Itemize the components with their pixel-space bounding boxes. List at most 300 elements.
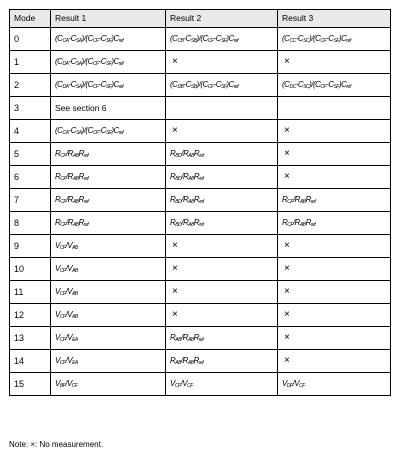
result-3-cell (278, 281, 391, 304)
table-row (10, 143, 391, 166)
formula-subscript: BD (175, 222, 182, 228)
result-3-cell (278, 28, 391, 51)
formula-subscript: AB (72, 268, 78, 274)
formula-subscript: ref (198, 337, 204, 343)
formula-subscript: EA (72, 360, 78, 366)
formula-subscript: CB (177, 38, 184, 44)
formula-term: -C (98, 126, 106, 135)
formula-term: /R (65, 195, 73, 204)
table-row (10, 51, 391, 74)
mode-cell: 4 (10, 120, 51, 143)
formula-term: /R (181, 195, 189, 204)
formula (170, 379, 193, 388)
result-3-cell (278, 51, 391, 74)
formula-term: /V (65, 333, 73, 342)
formula-subscript: AB (299, 222, 306, 228)
formula-term: /V (65, 379, 72, 388)
mode-cell: 2 (10, 74, 51, 97)
formula-term: )C (111, 80, 119, 89)
formula-term: V (55, 333, 60, 342)
result-2-cell (166, 143, 278, 166)
result-3-cell (278, 258, 391, 281)
formula (170, 34, 238, 43)
mode-cell: 7 (10, 189, 51, 212)
result-3-cell (278, 235, 391, 258)
table-row (10, 304, 391, 327)
formula-term: /R (180, 356, 188, 365)
formula-subscript: EA (72, 337, 78, 343)
formula (55, 379, 77, 388)
result-1-cell (51, 28, 166, 51)
result-1-cell (51, 212, 166, 235)
formula-term: R (170, 149, 176, 158)
formula-subscript: BD (175, 176, 182, 182)
formula-term: /V (65, 287, 73, 296)
formula-subscript: ref (118, 130, 124, 136)
formula-term: V (55, 356, 60, 365)
formula-subscript: CA (62, 38, 69, 44)
formula-subscript: SB (190, 38, 197, 44)
table-row (10, 281, 391, 304)
formula-term: /R (292, 195, 300, 204)
formula-subscript: ref (118, 61, 124, 67)
table-row (10, 212, 391, 235)
no-measurement-mark: × (284, 332, 290, 343)
formula-subscript: AB (175, 360, 181, 366)
table-row (10, 327, 391, 350)
formula-term: (C (282, 34, 290, 43)
result-2-cell (166, 51, 278, 74)
formula-subscript: SA (75, 130, 82, 136)
result-3-cell (278, 74, 391, 97)
result-1-cell (51, 327, 166, 350)
formula-term: V (170, 379, 175, 388)
formula-subscript: ref (118, 38, 124, 44)
formula-term: (C (282, 80, 290, 89)
formula-subscript: CF (59, 245, 66, 251)
formula-subscript: CF (187, 383, 193, 389)
formula-subscript: ref (83, 199, 89, 205)
formula-term: -C (295, 34, 304, 43)
formula-subscript: CF (60, 222, 66, 228)
formula-term: /R (292, 218, 300, 227)
formula-term: )/(C (81, 126, 93, 135)
formula-subscript: AB (72, 199, 79, 205)
formula-term: (C (55, 34, 63, 43)
result-2-cell (166, 350, 278, 373)
formula-subscript: SA (75, 38, 82, 44)
formula-subscript: SA (75, 84, 82, 90)
formula (55, 80, 123, 89)
table-row (10, 120, 391, 143)
no-measurement-mark: × (172, 125, 178, 136)
formula-term: (C (55, 126, 63, 135)
formula-subscript: BF (59, 383, 66, 389)
table-header-row (10, 10, 391, 28)
formula (55, 34, 123, 43)
formula-term: R (170, 195, 176, 204)
formula-subscript: CF (92, 130, 99, 136)
formula-term: (C (55, 80, 63, 89)
formula-term: R (193, 172, 200, 181)
result-1-cell (51, 350, 166, 373)
formula-term: -C (183, 34, 191, 43)
formula-term: -C (326, 80, 334, 89)
formula-subscript: AB (299, 199, 306, 205)
formula-term: )/(C (81, 80, 93, 89)
formula (170, 356, 203, 365)
formula-subscript: AB (72, 314, 78, 320)
result-3-cell (278, 143, 391, 166)
table-row (10, 74, 391, 97)
formula (55, 356, 78, 365)
formula (55, 195, 88, 204)
result-2-cell (166, 97, 278, 120)
formula-subscript: CA (62, 130, 69, 136)
result-2-cell (166, 212, 278, 235)
formula-subscript: SA (75, 61, 82, 67)
result-2-cell (166, 327, 278, 350)
formula-term: -C (98, 57, 106, 66)
header-result-3: Result 3 (278, 10, 391, 28)
formula-term: /V (180, 379, 188, 388)
formula-subscript: AB (72, 222, 79, 228)
no-measurement-mark: × (284, 355, 290, 366)
formula-subscript: AB (72, 153, 79, 159)
result-3-cell (278, 304, 391, 327)
no-measurement-mark: × (284, 125, 290, 136)
formula-term: -C (98, 34, 106, 43)
formula-term: R (305, 195, 311, 204)
formula-term: R (170, 356, 176, 365)
formula-subscript: SF (105, 84, 112, 90)
formula-subscript: DB (177, 84, 184, 90)
no-measurement-mark: × (284, 263, 290, 274)
formula-subscript: SF (333, 84, 339, 90)
formula-subscript: ref (310, 199, 316, 205)
formula (55, 287, 78, 296)
formula-subscript: ref (233, 84, 239, 90)
formula (282, 195, 315, 204)
formula-subscript: CF (207, 38, 214, 44)
no-measurement-mark: × (284, 286, 290, 297)
result-3-cell (278, 350, 391, 373)
mode-cell: 11 (10, 281, 51, 304)
formula-term: /R (181, 149, 189, 158)
formula-term: R (193, 356, 199, 365)
formula-term: V (55, 264, 60, 273)
formula-subscript: AB (188, 222, 194, 228)
formula-term: /R (65, 218, 73, 227)
formula-subscript: SF (105, 130, 112, 136)
formula-subscript: CF (59, 268, 66, 274)
formula-subscript: CF (59, 314, 66, 320)
result-3-cell (278, 120, 391, 143)
formula-subscript: BD (175, 153, 182, 159)
formula-term: /R (181, 218, 189, 227)
formula-subscript: CF (207, 84, 214, 90)
formula-term: -C (183, 80, 191, 89)
formula-term: (C (170, 34, 178, 43)
formula-subscript: AB (187, 360, 194, 366)
mode-cell: 8 (10, 212, 51, 235)
formula (170, 80, 238, 89)
formula-term: -C (98, 80, 106, 89)
formula-subscript: AB (72, 245, 78, 251)
formula-subscript: DA (62, 84, 69, 90)
table-body (10, 28, 391, 396)
formula-subscript: CF (320, 84, 327, 90)
formula-subscript: AB (187, 337, 194, 343)
result-1-cell (51, 51, 166, 74)
formula-subscript: AB (175, 337, 181, 343)
result-3-cell (278, 327, 391, 350)
result-2-cell (166, 281, 278, 304)
formula-term: /V (65, 241, 73, 250)
mode-cell: 12 (10, 304, 51, 327)
formula-subscript: SB (190, 84, 197, 90)
formula-term: R (170, 333, 176, 342)
formula-term: )/(C (309, 80, 321, 89)
no-measurement-mark: × (284, 148, 290, 159)
formula-term: -C (295, 80, 304, 89)
result-1-cell (51, 281, 166, 304)
formula-subscript: ref (83, 153, 89, 159)
result-2-cell (166, 166, 278, 189)
formula (170, 333, 203, 342)
formula-subscript: ref (346, 84, 351, 90)
formula-term: R (282, 195, 288, 204)
formula (55, 241, 78, 250)
mode-cell: 15 (10, 373, 51, 396)
formula-subscript: ref (83, 176, 89, 182)
formula-term: V (55, 379, 60, 388)
formula-subscript: ref (199, 222, 204, 228)
formula-term: /V (65, 310, 73, 319)
formula-subscript: ref (310, 222, 316, 228)
formula-subscript: ref (118, 84, 124, 90)
result-1-cell (51, 304, 166, 327)
formula-subscript: CF (60, 199, 66, 205)
formula-term: -C (213, 80, 221, 89)
formula-term: )C (338, 34, 347, 43)
formula-term: /R (65, 172, 73, 181)
formula-subscript: CC (289, 38, 296, 44)
no-measurement-mark: × (284, 171, 290, 182)
result-2-cell (166, 74, 278, 97)
formula-subscript: ref (346, 38, 351, 44)
result-1-cell (51, 166, 166, 189)
formula-subscript: AB (72, 291, 78, 297)
formula-term: -C (68, 80, 76, 89)
formula-subscript: CF (299, 383, 305, 389)
mode-cell: 1 (10, 51, 51, 74)
mode-cell: 14 (10, 350, 51, 373)
formula-term: /R (181, 172, 189, 181)
no-measurement-mark: × (172, 56, 178, 67)
formula-term: )C (111, 57, 119, 66)
formula-subscript: CF (59, 360, 66, 366)
formula-term: -C (326, 34, 334, 43)
formula-term: R (305, 218, 311, 227)
formula-subscript: CF (287, 199, 293, 205)
formula-term: R (193, 149, 200, 158)
formula (170, 172, 204, 181)
formula-term: R (170, 218, 176, 227)
header-mode: Mode (10, 10, 51, 28)
formula-subscript: SF (333, 38, 339, 44)
result-2-cell (166, 258, 278, 281)
formula-term: )/(C (81, 57, 93, 66)
formula-subscript: CF (320, 38, 327, 44)
result-1-cell (51, 373, 166, 396)
table-row (10, 350, 391, 373)
formula-subscript: CF (92, 84, 99, 90)
formula-term: )C (226, 80, 234, 89)
formula-term: -C (68, 126, 76, 135)
formula (170, 195, 204, 204)
formula-term: /V (65, 264, 73, 273)
formula-term: /R (180, 333, 188, 342)
formula-term: )/(C (81, 34, 93, 43)
formula-term: /R (65, 149, 73, 158)
result-3-cell (278, 212, 391, 235)
formula-term: (C (55, 57, 63, 66)
formula-term: R (78, 218, 84, 227)
table-row (10, 258, 391, 281)
result-2-cell (166, 120, 278, 143)
formula (55, 310, 78, 319)
formula-subscript: AB (188, 153, 194, 159)
result-3-cell (278, 166, 391, 189)
formula-subscript: CF (287, 222, 293, 228)
formula-term: -C (68, 34, 76, 43)
result-3-cell (278, 97, 391, 120)
table-row (10, 373, 391, 396)
formula (282, 80, 351, 89)
no-measurement-mark: × (172, 263, 178, 274)
formula-term: R (193, 333, 199, 342)
formula-subscript: SF (220, 84, 227, 90)
formula-term: R (55, 195, 61, 204)
formula-subscript: ref (198, 360, 204, 366)
mode-results-table (9, 9, 391, 396)
result-2-cell (166, 235, 278, 258)
formula-term: R (170, 172, 176, 181)
formula-term: R (78, 149, 84, 158)
header-result-2: Result 2 (166, 10, 278, 28)
result-2-cell (166, 189, 278, 212)
no-measurement-mark: × (284, 240, 290, 251)
formula-term: )C (226, 34, 234, 43)
table-row (10, 166, 391, 189)
formula-term: /V (292, 379, 300, 388)
mode-cell: 10 (10, 258, 51, 281)
formula-subscript: ref (199, 176, 204, 182)
formula (55, 149, 88, 158)
formula-term: V (55, 310, 60, 319)
result-1-cell (51, 189, 166, 212)
mode-cell: 0 (10, 28, 51, 51)
result-2-cell (166, 28, 278, 51)
formula-subscript: CF (92, 38, 99, 44)
no-measurement-mark: × (284, 309, 290, 320)
header-result-1: Result 1 (51, 10, 166, 28)
formula-subscript: ref (199, 199, 204, 205)
formula-subscript: SF (220, 38, 227, 44)
formula-term: )/(C (309, 34, 321, 43)
formula-term: )/(C (196, 34, 208, 43)
no-measurement-mark: × (284, 56, 290, 67)
result-1-cell (51, 74, 166, 97)
table-row (10, 235, 391, 258)
formula-term: -C (213, 34, 221, 43)
formula-term: R (55, 218, 61, 227)
table-row (10, 97, 391, 120)
mode-cell: 5 (10, 143, 51, 166)
formula-term: R (282, 218, 288, 227)
formula-term: V (282, 379, 287, 388)
mode-cell: 6 (10, 166, 51, 189)
result-3-cell (278, 189, 391, 212)
formula-term: (C (170, 80, 178, 89)
result-1-cell (51, 258, 166, 281)
formula (282, 379, 305, 388)
formula-subscript: ref (83, 222, 89, 228)
formula-subscript: CF (71, 383, 78, 389)
formula-term: R (78, 172, 84, 181)
formula (55, 126, 123, 135)
formula-subscript: SC (303, 38, 310, 44)
formula-subscript: CF (92, 61, 99, 67)
formula-subscript: CF (59, 291, 66, 297)
formula (55, 218, 88, 227)
mode-cell: 9 (10, 235, 51, 258)
formula-subscript: DC (289, 84, 296, 90)
formula-term: R (193, 195, 200, 204)
result-2-cell (166, 373, 278, 396)
formula-term: -C (68, 57, 76, 66)
formula-term: )C (338, 80, 347, 89)
cell-text: See section 6 (55, 102, 107, 113)
no-measurement-mark: × (172, 286, 178, 297)
formula-term: R (193, 218, 200, 227)
mode-cell: 13 (10, 327, 51, 350)
formula-subscript: SC (303, 84, 310, 90)
result-1-cell (51, 143, 166, 166)
result-3-cell (278, 373, 391, 396)
no-measurement-mark: × (172, 240, 178, 251)
formula-term: R (55, 172, 61, 181)
formula-subscript: SF (105, 38, 112, 44)
formula-term: R (55, 149, 61, 158)
formula-term: )C (111, 126, 119, 135)
formula (55, 172, 88, 181)
formula-term: V (55, 287, 60, 296)
result-1-cell (51, 120, 166, 143)
table-row (10, 28, 391, 51)
formula-subscript: SF (105, 61, 112, 67)
formula-subscript: CF (174, 383, 181, 389)
formula-subscript: CF (60, 176, 66, 182)
formula-term: /V (65, 356, 73, 365)
result-2-cell (166, 304, 278, 327)
no-measurement-mark: × (172, 309, 178, 320)
formula-subscript: DF (286, 383, 293, 389)
formula-term: V (55, 241, 60, 250)
formula-subscript: ref (199, 153, 204, 159)
formula-subscript: CF (60, 153, 66, 159)
